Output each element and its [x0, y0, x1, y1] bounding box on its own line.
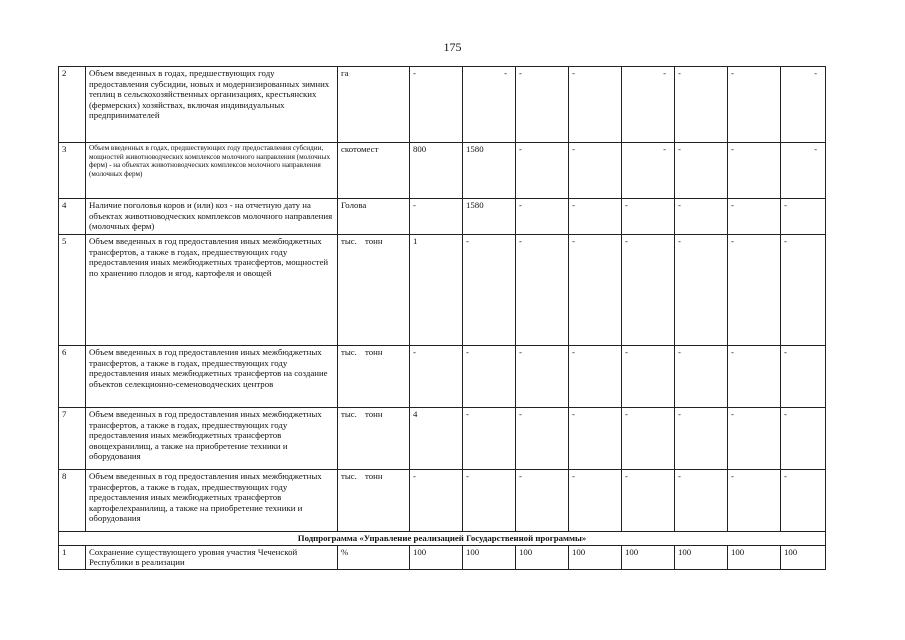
row-number: 1 [59, 545, 86, 569]
row-value: - [516, 199, 569, 235]
row-unit: Голова [338, 199, 410, 235]
row-value: - [622, 470, 675, 532]
table-row [59, 143, 826, 199]
row-number: 4 [59, 199, 86, 235]
row-value: 800 [410, 143, 463, 199]
row-unit: тыс. тонн [338, 235, 410, 346]
row-value: 100 [675, 545, 728, 569]
row-value: - [781, 67, 826, 143]
row-value: - [728, 235, 781, 346]
row-value: - [675, 408, 728, 470]
row-value: - [622, 235, 675, 346]
row-value: - [728, 470, 781, 532]
row-value: - [728, 67, 781, 143]
row-value: - [781, 199, 826, 235]
row-value: - [463, 346, 516, 408]
row-description: Объем введенных в год предоставления иных межбюджетных трансфертов, а также в годах, предшествующих году предоставления иных межбюджетных трансфертов овощехранилищ, а также на приобретение техники и оборудования [86, 408, 338, 470]
row-number: 7 [59, 408, 86, 470]
row-number: 6 [59, 346, 86, 408]
row-value: - [728, 346, 781, 408]
subprogram-title: Подпрограмма «Управление реализацией Государственной программы» [59, 532, 826, 546]
table-row [59, 67, 826, 143]
row-value: 100 [410, 545, 463, 569]
row-value: - [569, 470, 622, 532]
row-value: - [622, 346, 675, 408]
row-value: - [516, 346, 569, 408]
row-number: 2 [59, 67, 86, 143]
row-description: Сохранение существующего уровня участия Чеченской Республики в реализации [86, 545, 338, 569]
row-value: - [569, 143, 622, 199]
row-value: - [463, 408, 516, 470]
row-value: - [569, 408, 622, 470]
row-value: - [569, 346, 622, 408]
row-unit: % [338, 545, 410, 569]
row-value: - [622, 67, 675, 143]
row-value: - [410, 199, 463, 235]
table-row [59, 199, 826, 235]
row-unit: скотомест [338, 143, 410, 199]
row-value: - [728, 408, 781, 470]
row-value: 1580 [463, 199, 516, 235]
row-number: 5 [59, 235, 86, 346]
section-row [59, 532, 826, 546]
row-description: Объем введенных в год предоставления иных межбюджетных трансфертов, а также в годах, предшествующих году предоставления иных межбюджетных трансфертов на создание объектов селекционно-семеноводческих центров [86, 346, 338, 408]
row-value: - [463, 235, 516, 346]
row-value: 100 [781, 545, 826, 569]
row-value: - [781, 408, 826, 470]
row-value: - [410, 67, 463, 143]
row-value: - [675, 199, 728, 235]
row-value: - [569, 235, 622, 346]
row-value: - [781, 470, 826, 532]
row-unit: га [338, 67, 410, 143]
row-value: 100 [569, 545, 622, 569]
row-description: Объем введенных в год предоставления иных межбюджетных трансфертов, а также в годах, предшествующих году предоставления иных межбюджетных трансфертов, мощностей по хранению плодов и ягод, картофеля и овощей [86, 235, 338, 346]
row-value: 100 [728, 545, 781, 569]
row-value: - [675, 67, 728, 143]
table-row [59, 408, 826, 470]
row-value: 1 [410, 235, 463, 346]
row-value: 100 [516, 545, 569, 569]
row-number: 8 [59, 470, 86, 532]
row-value: 100 [463, 545, 516, 569]
row-value: - [675, 143, 728, 199]
row-value: - [463, 67, 516, 143]
row-value: - [675, 470, 728, 532]
indicators-table [58, 66, 826, 570]
table-row [59, 470, 826, 532]
row-description: Объем введенных в год предоставления иных межбюджетных трансфертов, а также в годах, предшествующих году предоставления иных межбюджетных трансфертов картофелехранилищ, а также на приобретение техники и оборудования [86, 470, 338, 532]
row-value: - [781, 143, 826, 199]
row-value: - [728, 199, 781, 235]
row-description: Объем введенных в годах, предшествующих году предоставления субсидии, мощностей животноводческих комплексов молочного направления (молочных ферм) - на объектах животноводческих комплексов молочного направления (молочных ферм) [86, 143, 338, 199]
row-value: - [410, 346, 463, 408]
row-value: - [622, 143, 675, 199]
row-value: - [675, 346, 728, 408]
row-value: - [675, 235, 728, 346]
row-value: 100 [622, 545, 675, 569]
row-value: - [569, 199, 622, 235]
row-value: - [622, 199, 675, 235]
row-unit: тыс. тонн [338, 470, 410, 532]
row-unit: тыс. тонн [338, 346, 410, 408]
row-description: Наличие поголовья коров и (или) коз - на отчетную дату на объектах животноводческих комплексов молочного направления (молочных ферм) [86, 199, 338, 235]
row-value: - [463, 470, 516, 532]
row-value: - [728, 143, 781, 199]
row-value: 1580 [463, 143, 516, 199]
row-description: Объем введенных в годах, предшествующих году предоставления субсидии, новых и модернизированных зимних теплиц в сельскохозяйственных организациях, крестьянских (фермерских) хозяйствах, включая индивидуальных предпринимателей [86, 67, 338, 143]
row-value: - [781, 235, 826, 346]
row-value: - [781, 346, 826, 408]
row-number: 3 [59, 143, 86, 199]
row-value: - [516, 408, 569, 470]
table-row [59, 545, 826, 569]
row-value: - [516, 67, 569, 143]
table-row [59, 235, 826, 346]
row-unit: тыс. тонн [338, 408, 410, 470]
row-value: 4 [410, 408, 463, 470]
row-value: - [569, 67, 622, 143]
row-value: - [622, 408, 675, 470]
row-value: - [410, 470, 463, 532]
row-value: - [516, 235, 569, 346]
page-number: 175 [443, 40, 462, 54]
table-row [59, 346, 826, 408]
row-value: - [516, 143, 569, 199]
row-value: - [516, 470, 569, 532]
